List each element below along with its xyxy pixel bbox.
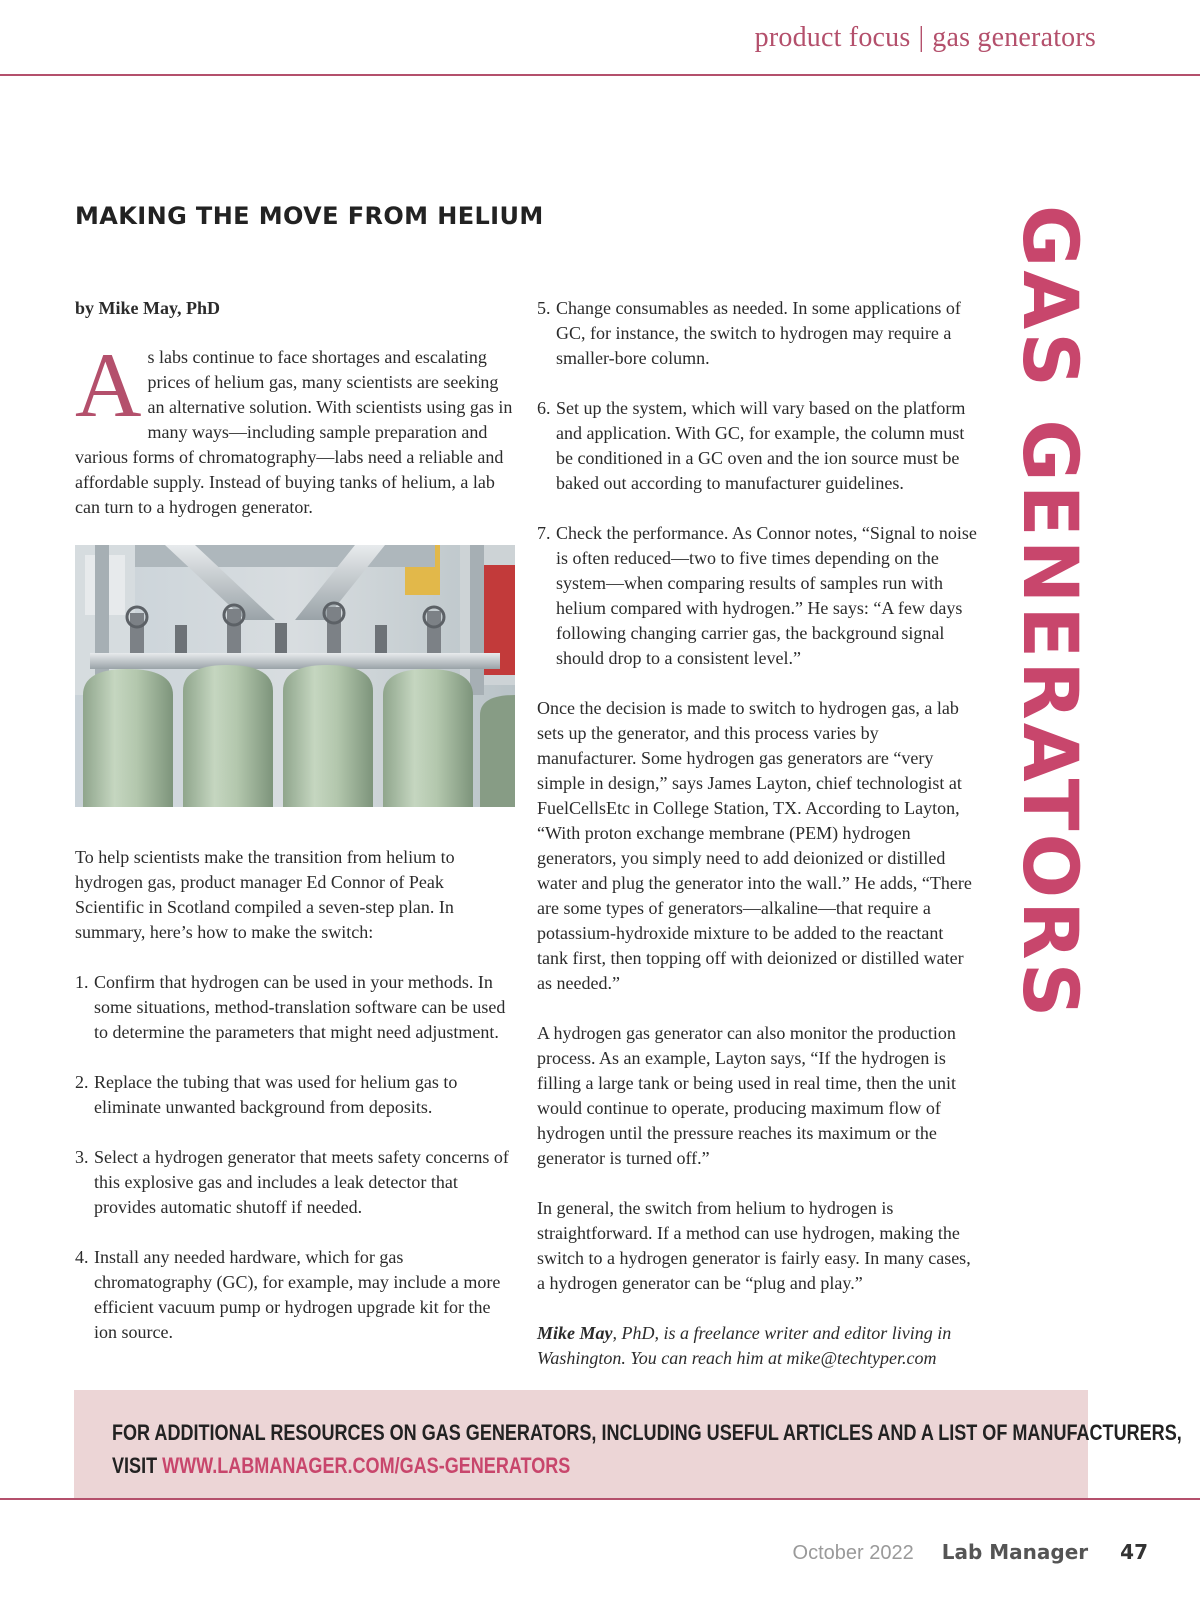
vertical-title-text: GAS GENERATORS — [1006, 205, 1095, 1021]
step-number: 3. — [75, 1147, 89, 1167]
right-column — [537, 296, 977, 1371]
steps-list-right — [537, 296, 977, 671]
plan-intro-paragraph: To help scientists make the transition from helium to hydrogen gas, product manager Ed Connor of Peak Scientific in Scotland compiled a seven-step plan. In summary, here’s how to make the switch: — [75, 847, 455, 942]
bio-text: , PhD, is a freelance writer and editor living in Washington. You can reach him at mike@techtyper.com — [537, 1323, 952, 1368]
step-item — [75, 1145, 515, 1220]
general-paragraph: In general, the switch from helium to hydrogen is straightforward. If a method can use hydrogen, making the switch to a hydrogen generator is fairly easy. In many cases, a hydrogen generator can be “plug and play.” — [537, 1198, 971, 1293]
step-text: Confirm that hydrogen can be used in your methods. In some situations, method-translation software can be used to determine the parameters that might need adjustment. — [94, 972, 506, 1042]
resource-line-1: FOR ADDITIONAL RESOURCES ON GAS GENERATORS, INCLUDING USEFUL ARTICLES AND A LIST OF MANUFACTURERS, — [112, 1420, 1182, 1445]
step-text: Check the performance. As Connor notes, “Signal to noise is often reduced—two to five times depending on the system—when comparing results of samples run with helium compared with hydrogen.” He says: “A few days following changing carrier gas, the background signal should drop to a consistent level.” — [556, 523, 977, 668]
step-text: Change consumables as needed. In some applications of GC, for instance, the switch to hydrogen may require a smaller-bore column. — [556, 298, 961, 368]
magazine-name: Lab Manager — [941, 1540, 1089, 1564]
monitor-paragraph: A hydrogen gas generator can also monitor the production process. As an example, Layton says, “If the hydrogen is filling a large tank or being used in real time, then the unit would continue to operate, producing maximum flow of hydrogen until the pressure reaches its maximum or the generator is turned off.” — [537, 1023, 957, 1168]
section-topic: gas generators — [932, 22, 1096, 53]
resource-link[interactable]: WWW.LABMANAGER.COM/GAS-GENERATORS — [162, 1453, 571, 1478]
step-text: Select a hydrogen generator that meets safety concerns of this explosive gas and includes a leak detector that provides automatic shutoff if needed. — [94, 1147, 509, 1217]
resource-box — [74, 1390, 1182, 1498]
step-item — [537, 296, 977, 371]
step-item — [537, 521, 977, 671]
section-header — [755, 22, 1096, 54]
vertical-title — [1006, 205, 1095, 1025]
author-bio — [537, 1321, 977, 1371]
step-text: Install any needed hardware, which for gas chromatography (GC), for example, may include a more efficient vacuum pump or hydrogen upgrade kit for the ion source. — [94, 1247, 501, 1342]
step-number: 1. — [75, 972, 89, 992]
section-label: product focus — [754, 22, 911, 53]
step-number: 4. — [75, 1247, 89, 1267]
cylinders — [83, 665, 515, 807]
intro-text: s labs continue to face shortages and escalating prices of helium gas, many scientists are seeking an alternative solution. With scientists using gas in many ways—including sample preparation and various forms of chromatography—labs need a reliable and affordable supply. Instead of buying tanks of helium, a lab can turn to a hydrogen generator. — [75, 347, 513, 517]
step-text: Replace the tubing that was used for helium gas to eliminate unwanted background from deposits. — [94, 1072, 458, 1117]
gas-cylinders-image — [75, 545, 515, 807]
step-text: Set up the system, which will vary based on the platform and application. With GC, for example, the column must be conditioned in a GC oven and the ion source must be baked out according to manufacturer guidelines. — [556, 398, 966, 493]
step-item — [75, 1070, 515, 1120]
step-number: 2. — [75, 1072, 89, 1092]
top-rule — [0, 74, 1200, 76]
gas-cylinders-photo — [75, 545, 515, 807]
visit-label: VISIT — [112, 1453, 163, 1478]
left-column — [75, 296, 515, 1370]
page-number: 47 — [1120, 1540, 1148, 1564]
setup-paragraph: Once the decision is made to switch to hydrogen gas, a lab sets up the generator, and this process varies by manufacturer. Some hydrogen gas generators are “very simple in design,” says James Layton, chief technologist at FuelCellsEtc in College Station, TX. According to Layton, “With proton exchange membrane (PEM) hydrogen generators, you simply need to add deionized or distilled water and plug the generator into the wall.” He adds, “There are some types of generators—alkaline—that require a potassium-hydroxide mixture to be added to the reactant tank first, then topping off with deionized or distilled water as needed.” — [537, 698, 972, 993]
bottom-rule — [0, 1498, 1200, 1500]
step-number: 5. — [537, 298, 551, 318]
article-headline: MAKING THE MOVE FROM HELIUM — [75, 202, 544, 230]
resource-line-2 — [112, 1449, 899, 1482]
step-item — [75, 1245, 515, 1345]
bio-name: Mike May — [537, 1323, 613, 1343]
step-number: 7. — [537, 523, 551, 543]
intro-paragraph — [75, 334, 515, 520]
byline: by Mike May, PhD — [75, 298, 221, 318]
step-item — [537, 396, 977, 496]
issue-date: October 2022 — [792, 1542, 914, 1564]
step-item — [75, 970, 515, 1045]
header-separator: | — [918, 22, 925, 53]
resource-text — [112, 1416, 1182, 1482]
steps-list-left — [75, 970, 515, 1345]
page-footer — [793, 1540, 1148, 1565]
step-number: 6. — [537, 398, 551, 418]
drop-cap: A — [75, 334, 142, 436]
